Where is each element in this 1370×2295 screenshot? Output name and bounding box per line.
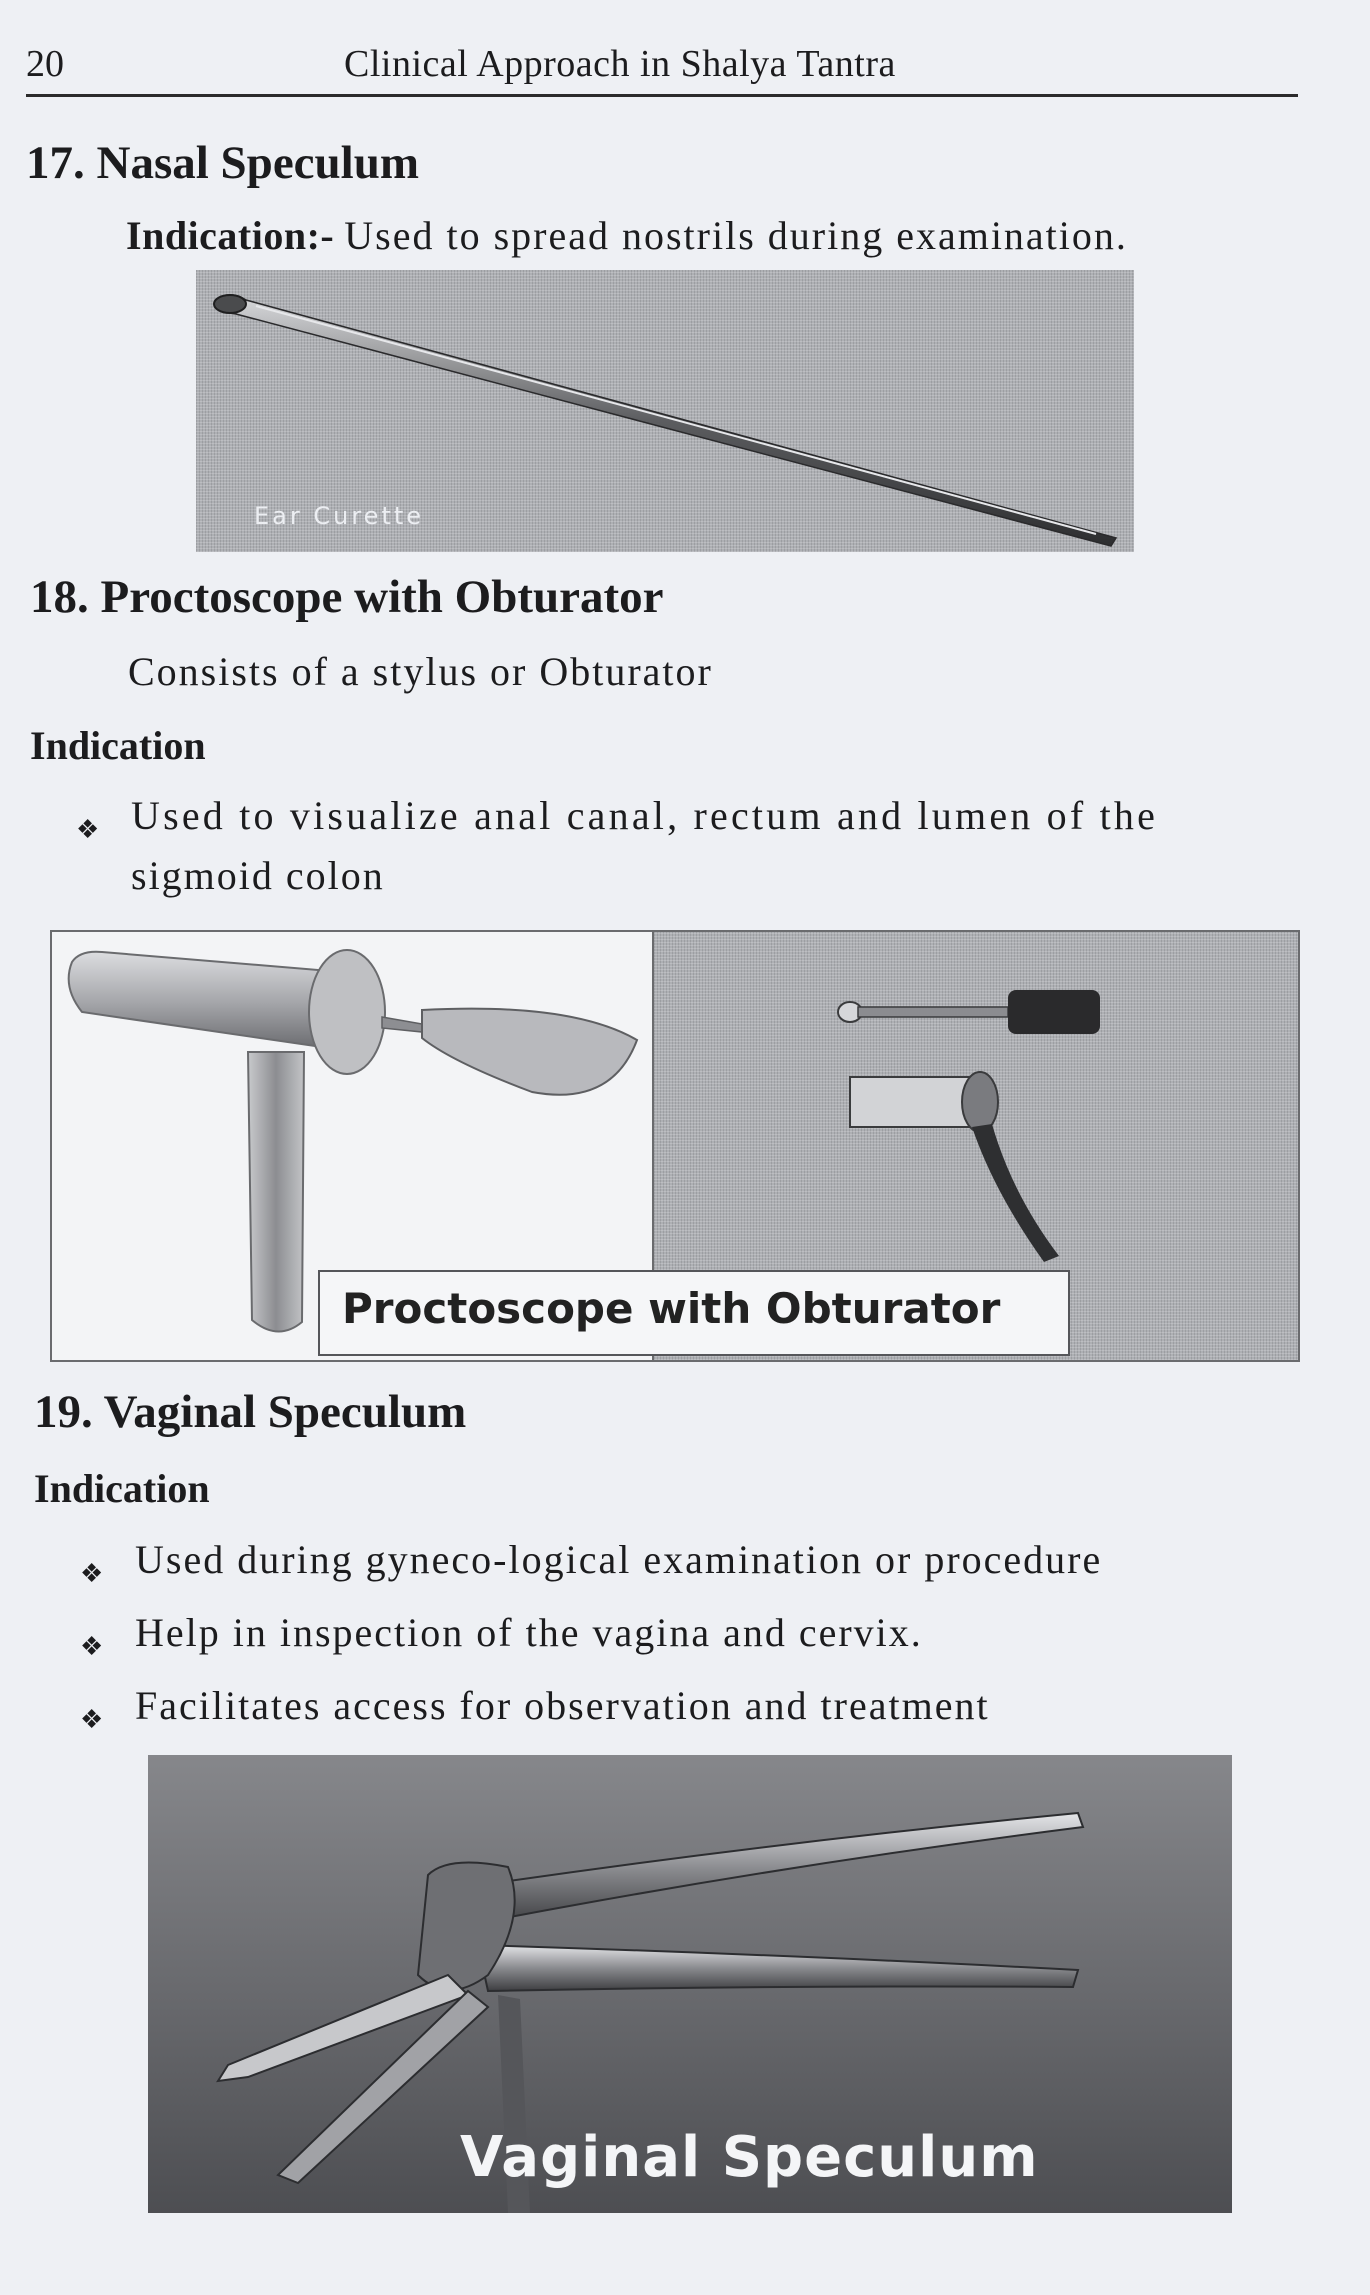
vaginal-speculum-figure xyxy=(148,1755,1232,2213)
section-18-description: Consists of a stylus or Obturator xyxy=(128,649,713,694)
section-17-heading: 17. Nasal Speculum xyxy=(26,137,420,189)
proctoscope-caption: Proctoscope with Obturator xyxy=(342,1284,1001,1333)
section-18-bullet: ❖ Used to visualize anal canal, rectum and lumen of the xyxy=(76,786,1306,846)
proctoscope-caption-box xyxy=(318,1270,1070,1356)
running-header xyxy=(26,42,1298,92)
section-19-bullet: ❖ Used during gyneco-logical examination or procedure xyxy=(80,1530,1310,1590)
proctoscope-figure xyxy=(50,930,1300,1362)
indication-label: Indication:- xyxy=(126,213,335,258)
running-title: Clinical Approach in Shalya Tantra xyxy=(344,43,896,85)
section-18-indication-label: Indication xyxy=(30,723,206,768)
section-17-indication xyxy=(126,212,1128,259)
section-19-heading: 19. Vaginal Speculum xyxy=(34,1386,467,1438)
bullet-diamond-icon: ❖ xyxy=(80,1559,104,1588)
ear-curette-figure xyxy=(196,270,1134,552)
ear-curette-caption: Ear Curette xyxy=(254,502,425,530)
bullet-diamond-icon: ❖ xyxy=(80,1632,104,1661)
header-rule xyxy=(26,94,1298,97)
indication-text: Used to spread nostrils during examination. xyxy=(344,213,1128,258)
section-18-bullet-continuation: sigmoid colon xyxy=(131,853,385,898)
section-19-bullet: ❖ Help in inspection of the vagina and cervix. xyxy=(80,1603,1310,1663)
bullet-diamond-icon: ❖ xyxy=(76,815,100,844)
bullet-diamond-icon: ❖ xyxy=(80,1705,104,1734)
section-19-indication-label: Indication xyxy=(34,1466,210,1511)
page-number: 20 xyxy=(26,43,64,85)
section-19-bullet: ❖ Facilitates access for observation and treatment xyxy=(80,1676,1310,1736)
section-18-heading: 18. Proctoscope with Obturator xyxy=(30,571,664,623)
vaginal-speculum-caption: Vaginal Speculum xyxy=(460,2125,1039,2190)
